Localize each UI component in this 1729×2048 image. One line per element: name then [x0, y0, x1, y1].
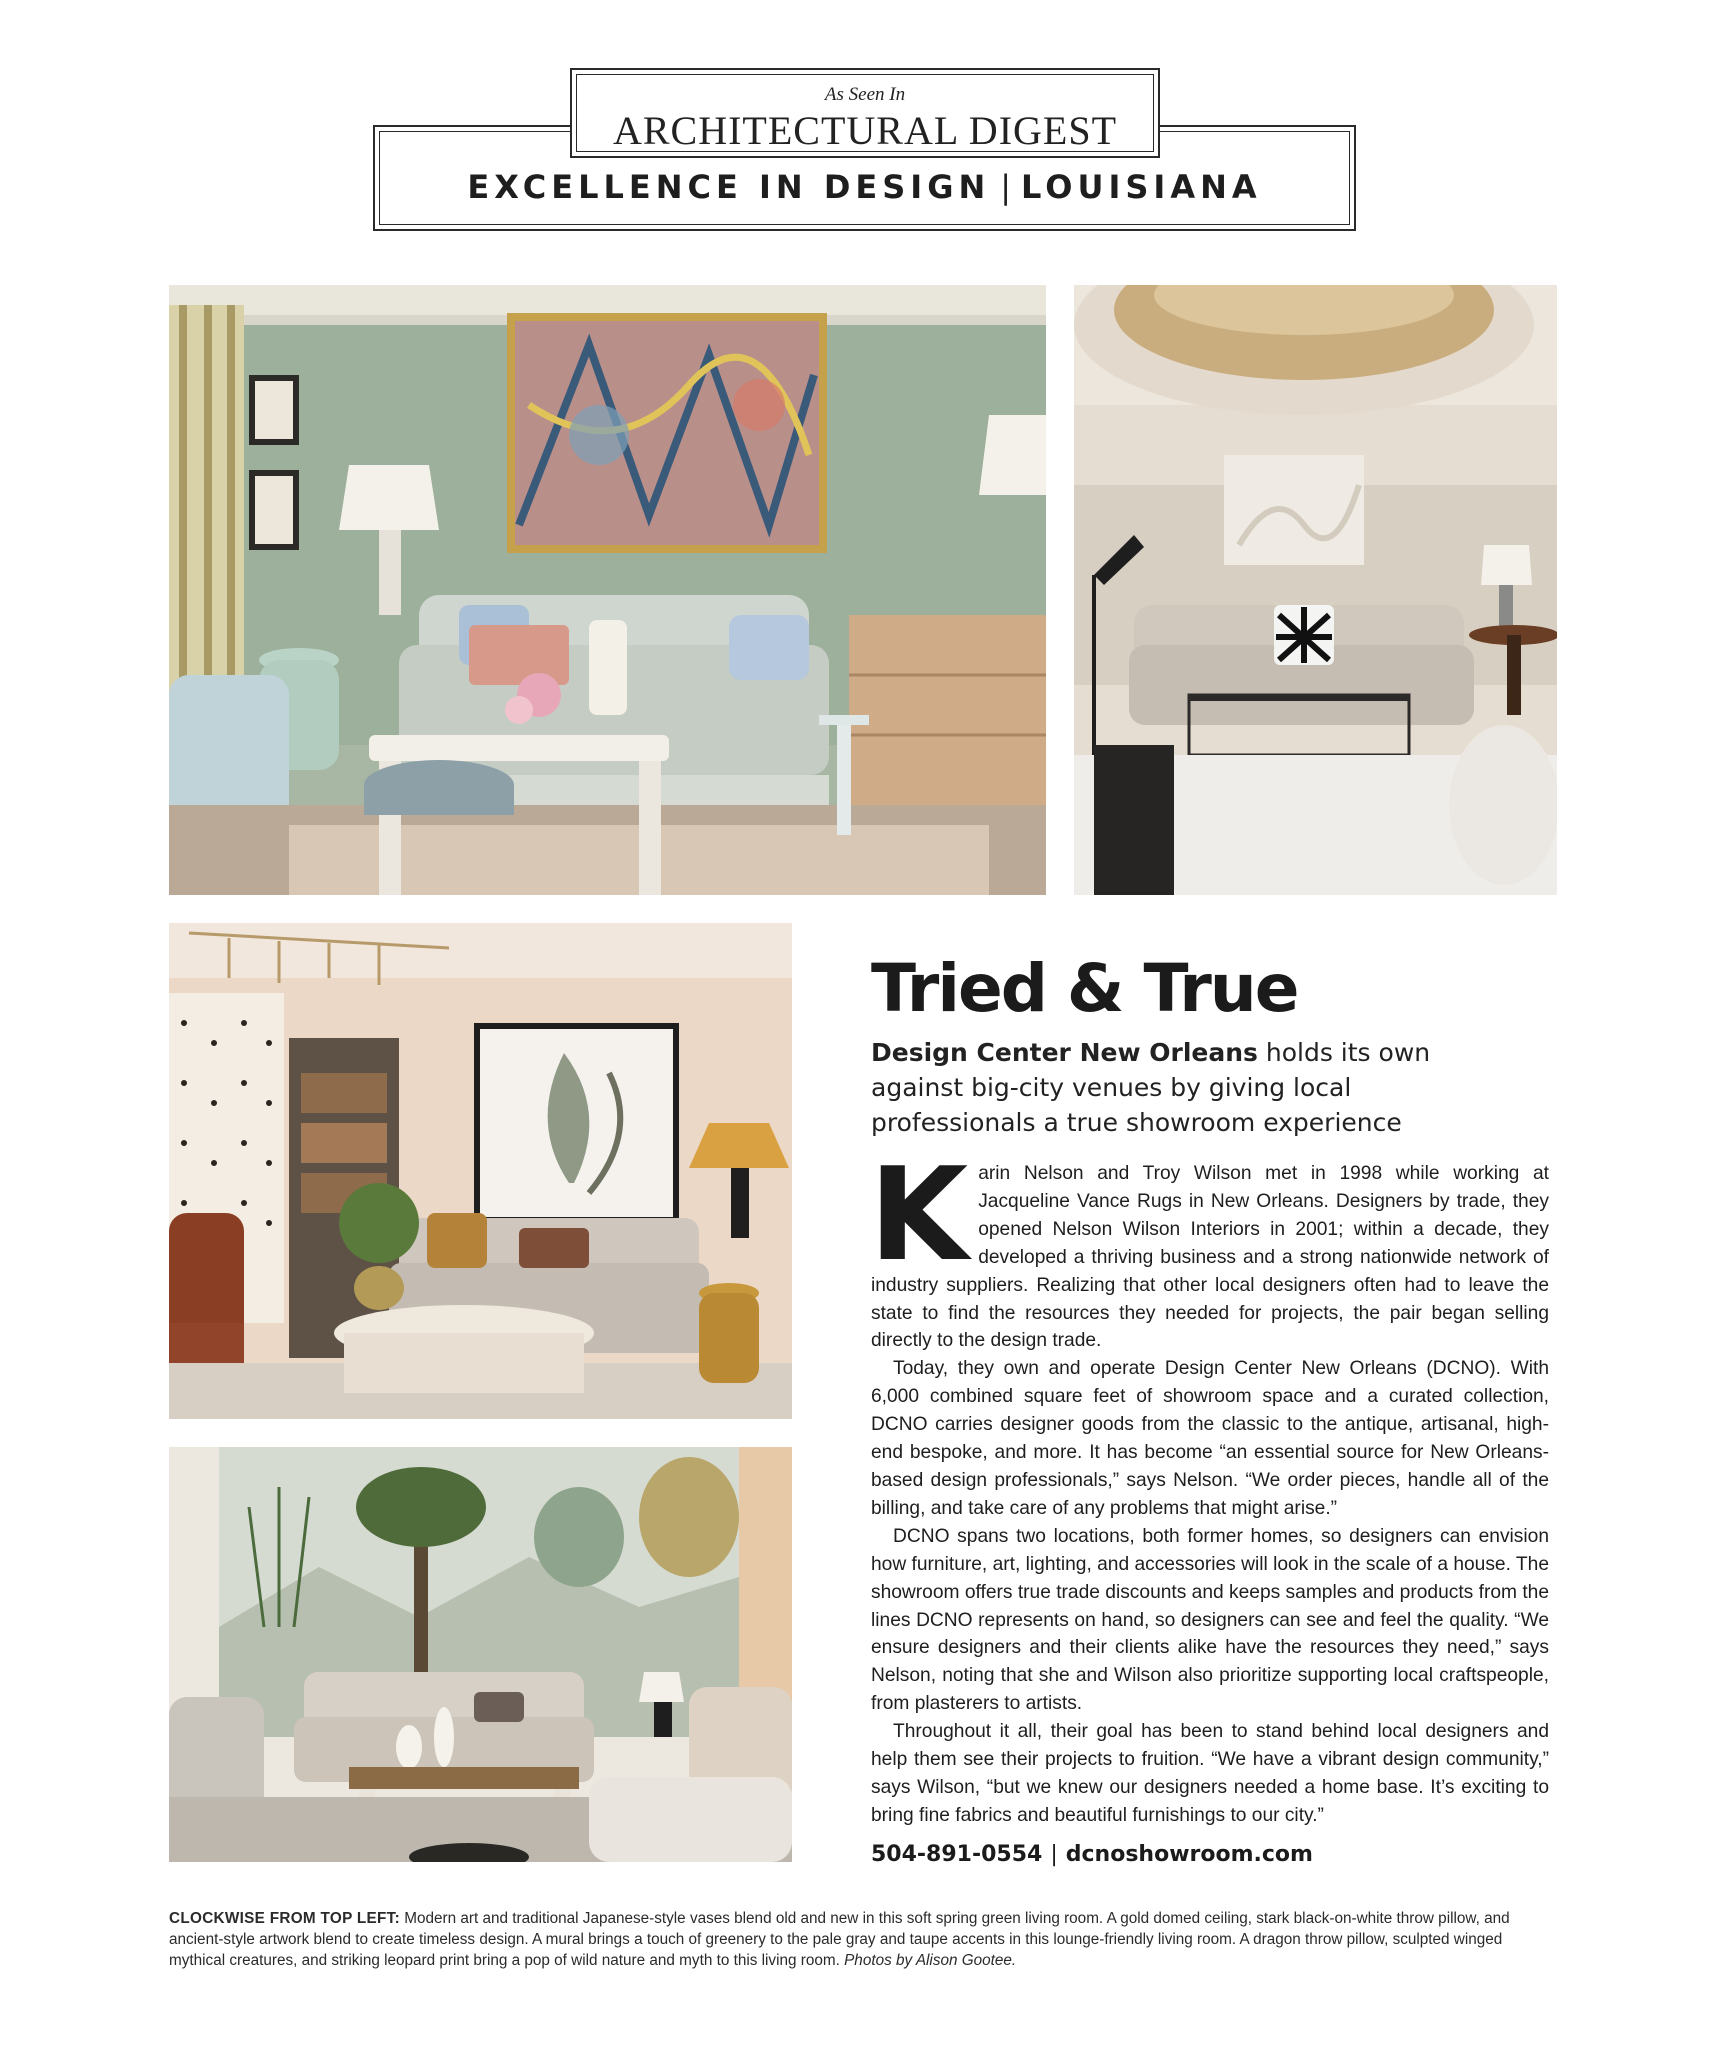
- paragraph-3: DCNO spans two locations, both former homes, so designers can envision how furniture, art, lighting, and accessories will look in the scale of a house. The showroom offers true trade discounts and keeps samples and products from the lines DCNO represents on hand, so designers can see and feel the quality. “We ensure designers and their clients alike have the resources they need,” says Nelson, noting that she and Wilson also prioritize supporting local craftspeople, from plasterers to artists.: [871, 1525, 1549, 1715]
- dek-rest: holds its own against big-city venues by giving local professionals a true showroom experience: [871, 1038, 1431, 1137]
- article-body: [869, 1141, 1549, 1830]
- photo-gold-dome-room: [1074, 285, 1557, 895]
- caption-text: Modern art and traditional Japanese-style vases blend old and new in this soft spring green living room. A gold domed ceiling, stark black-on-white throw pillow, and ancient-style artwork blend to create timeless design. A mural brings a touch of greenery to the pale gray and taupe accents in this lounge-friendly living room. A dragon throw pillow, sculpted winged mythical creatures, and striking leopard print bring a pop of wild nature and myth to this living room.: [169, 1910, 1510, 1969]
- paragraph-2: Today, they own and operate Design Center New Orleans (DCNO). With 6,000 combined square feet of showroom space and a curated collection, DCNO carries designer goods from the classic to the antique, artisanal, high-end bespoke, and more. It has become “an essential source for New Orleans-based design professionals,” says Nelson. “We order pieces, handle all of the billing, and take care of any problems that might arise.”: [871, 1358, 1549, 1519]
- contact-line: [871, 1842, 1313, 1867]
- series-title: [0, 168, 1729, 206]
- photo-credit: Photos by Alison Gootee.: [844, 1952, 1017, 1969]
- photo-green-living-room: [169, 285, 1046, 895]
- publication-title: ARCHITECTURAL DIGEST: [612, 108, 1118, 153]
- publication-badge: [570, 68, 1160, 158]
- website-link[interactable]: dcnoshowroom.com: [1065, 1842, 1313, 1867]
- article-headline: Tried & True: [871, 950, 1298, 1027]
- photo-mural-living-room: [169, 1447, 792, 1862]
- photo-leopard-living-room: [169, 923, 792, 1419]
- paragraph-1-text: arin Nelson and Troy Wilson met in 1998 while working at Jacqueline Vance Rugs in New Orleans. Designers by trade, they opened Nelson Wilson Interiors in 2001; within a decade, they developed a thriving business and a strong nationwide network of industry suppliers. Realizing that other local designers often had to leave the state to find the resources they needed for projects, the pair began selling directly to the design trade.: [871, 1163, 1549, 1352]
- series-name: EXCELLENCE IN DESIGN: [467, 168, 991, 206]
- paragraph-1: [869, 1141, 1549, 1355]
- photo-caption: [169, 1908, 1557, 1971]
- drop-cap: K: [869, 1141, 969, 1290]
- region-name: LOUISIANA: [1021, 168, 1262, 206]
- dek-lead: Design Center New Orleans: [871, 1038, 1258, 1067]
- paragraph-4: Throughout it all, their goal has been to stand behind local designers and help them see their projects to fruition. “We have a vibrant design community,” says Wilson, “but we knew our designers needed a home base. It’s exciting to bring fine fabrics and beautiful furnishings to our city.”: [871, 1721, 1549, 1826]
- divider: |: [1000, 168, 1012, 206]
- as-seen-in-text: As Seen In: [824, 84, 906, 105]
- phone-number[interactable]: 504-891-0554: [871, 1842, 1043, 1867]
- article-dek: [871, 1035, 1511, 1140]
- caption-lead: CLOCKWISE FROM TOP LEFT:: [169, 1910, 400, 1927]
- divider: |: [1050, 1842, 1058, 1867]
